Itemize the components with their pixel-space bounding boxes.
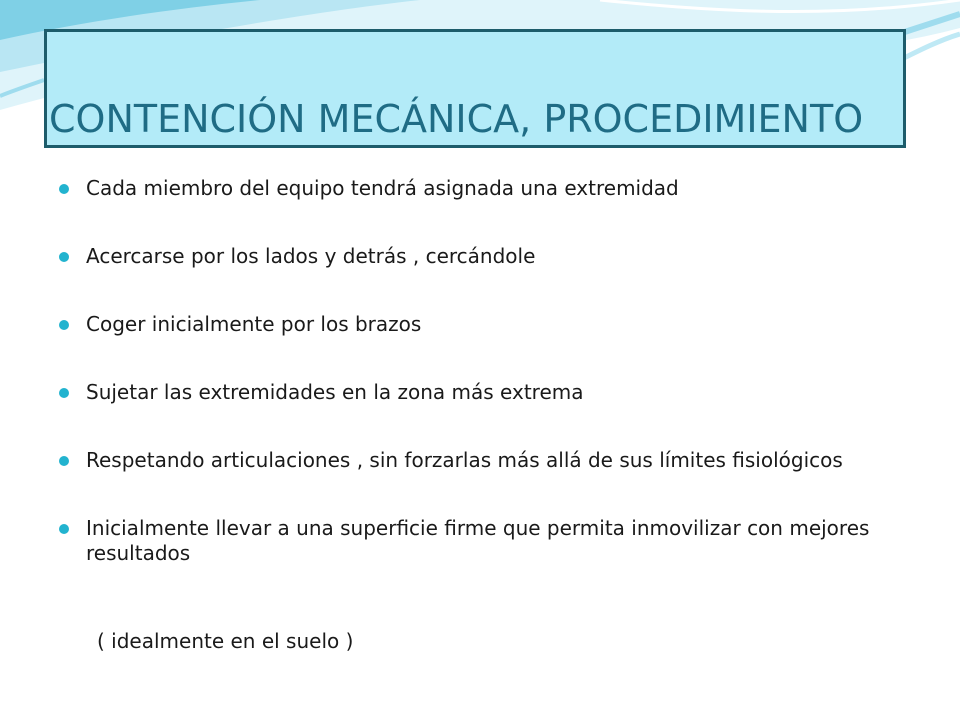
bullet-dot-icon [59,252,69,262]
bullet-item [58,312,918,337]
bullet-dot-icon [59,184,69,194]
bullet-text: Cada miembro del equipo tendrá asignada una extremidad [86,176,679,200]
bullet-item [58,448,918,473]
bullet-list [58,176,918,566]
bullet-dot-icon [59,388,69,398]
bullet-item [58,176,918,201]
bullet-dot-icon [59,320,69,330]
bullet-note: ( idealmente en el suelo ) [97,629,354,653]
bullet-item [58,244,918,269]
bullet-item [58,516,918,566]
bullet-text: Sujetar las extremidades en la zona más extrema [86,380,584,404]
bullet-dot-icon [59,524,69,534]
title-box [44,29,906,148]
bullet-text: Acercarse por los lados y detrás , cercándole [86,244,536,268]
bullet-text: Respetando articulaciones , sin forzarlas más allá de sus límites fisiológicos [86,448,843,472]
content-area [58,176,918,566]
bullet-item [58,380,918,405]
bullet-text: Inicialmente llevar a una superficie firme que permita inmovilizar con mejores resultados [86,516,870,565]
bullet-dot-icon [59,456,69,466]
slide-title: CONTENCIÓN MECÁNICA, PROCEDIMIENTO [49,97,864,141]
bullet-text: Coger inicialmente por los brazos [86,312,422,336]
